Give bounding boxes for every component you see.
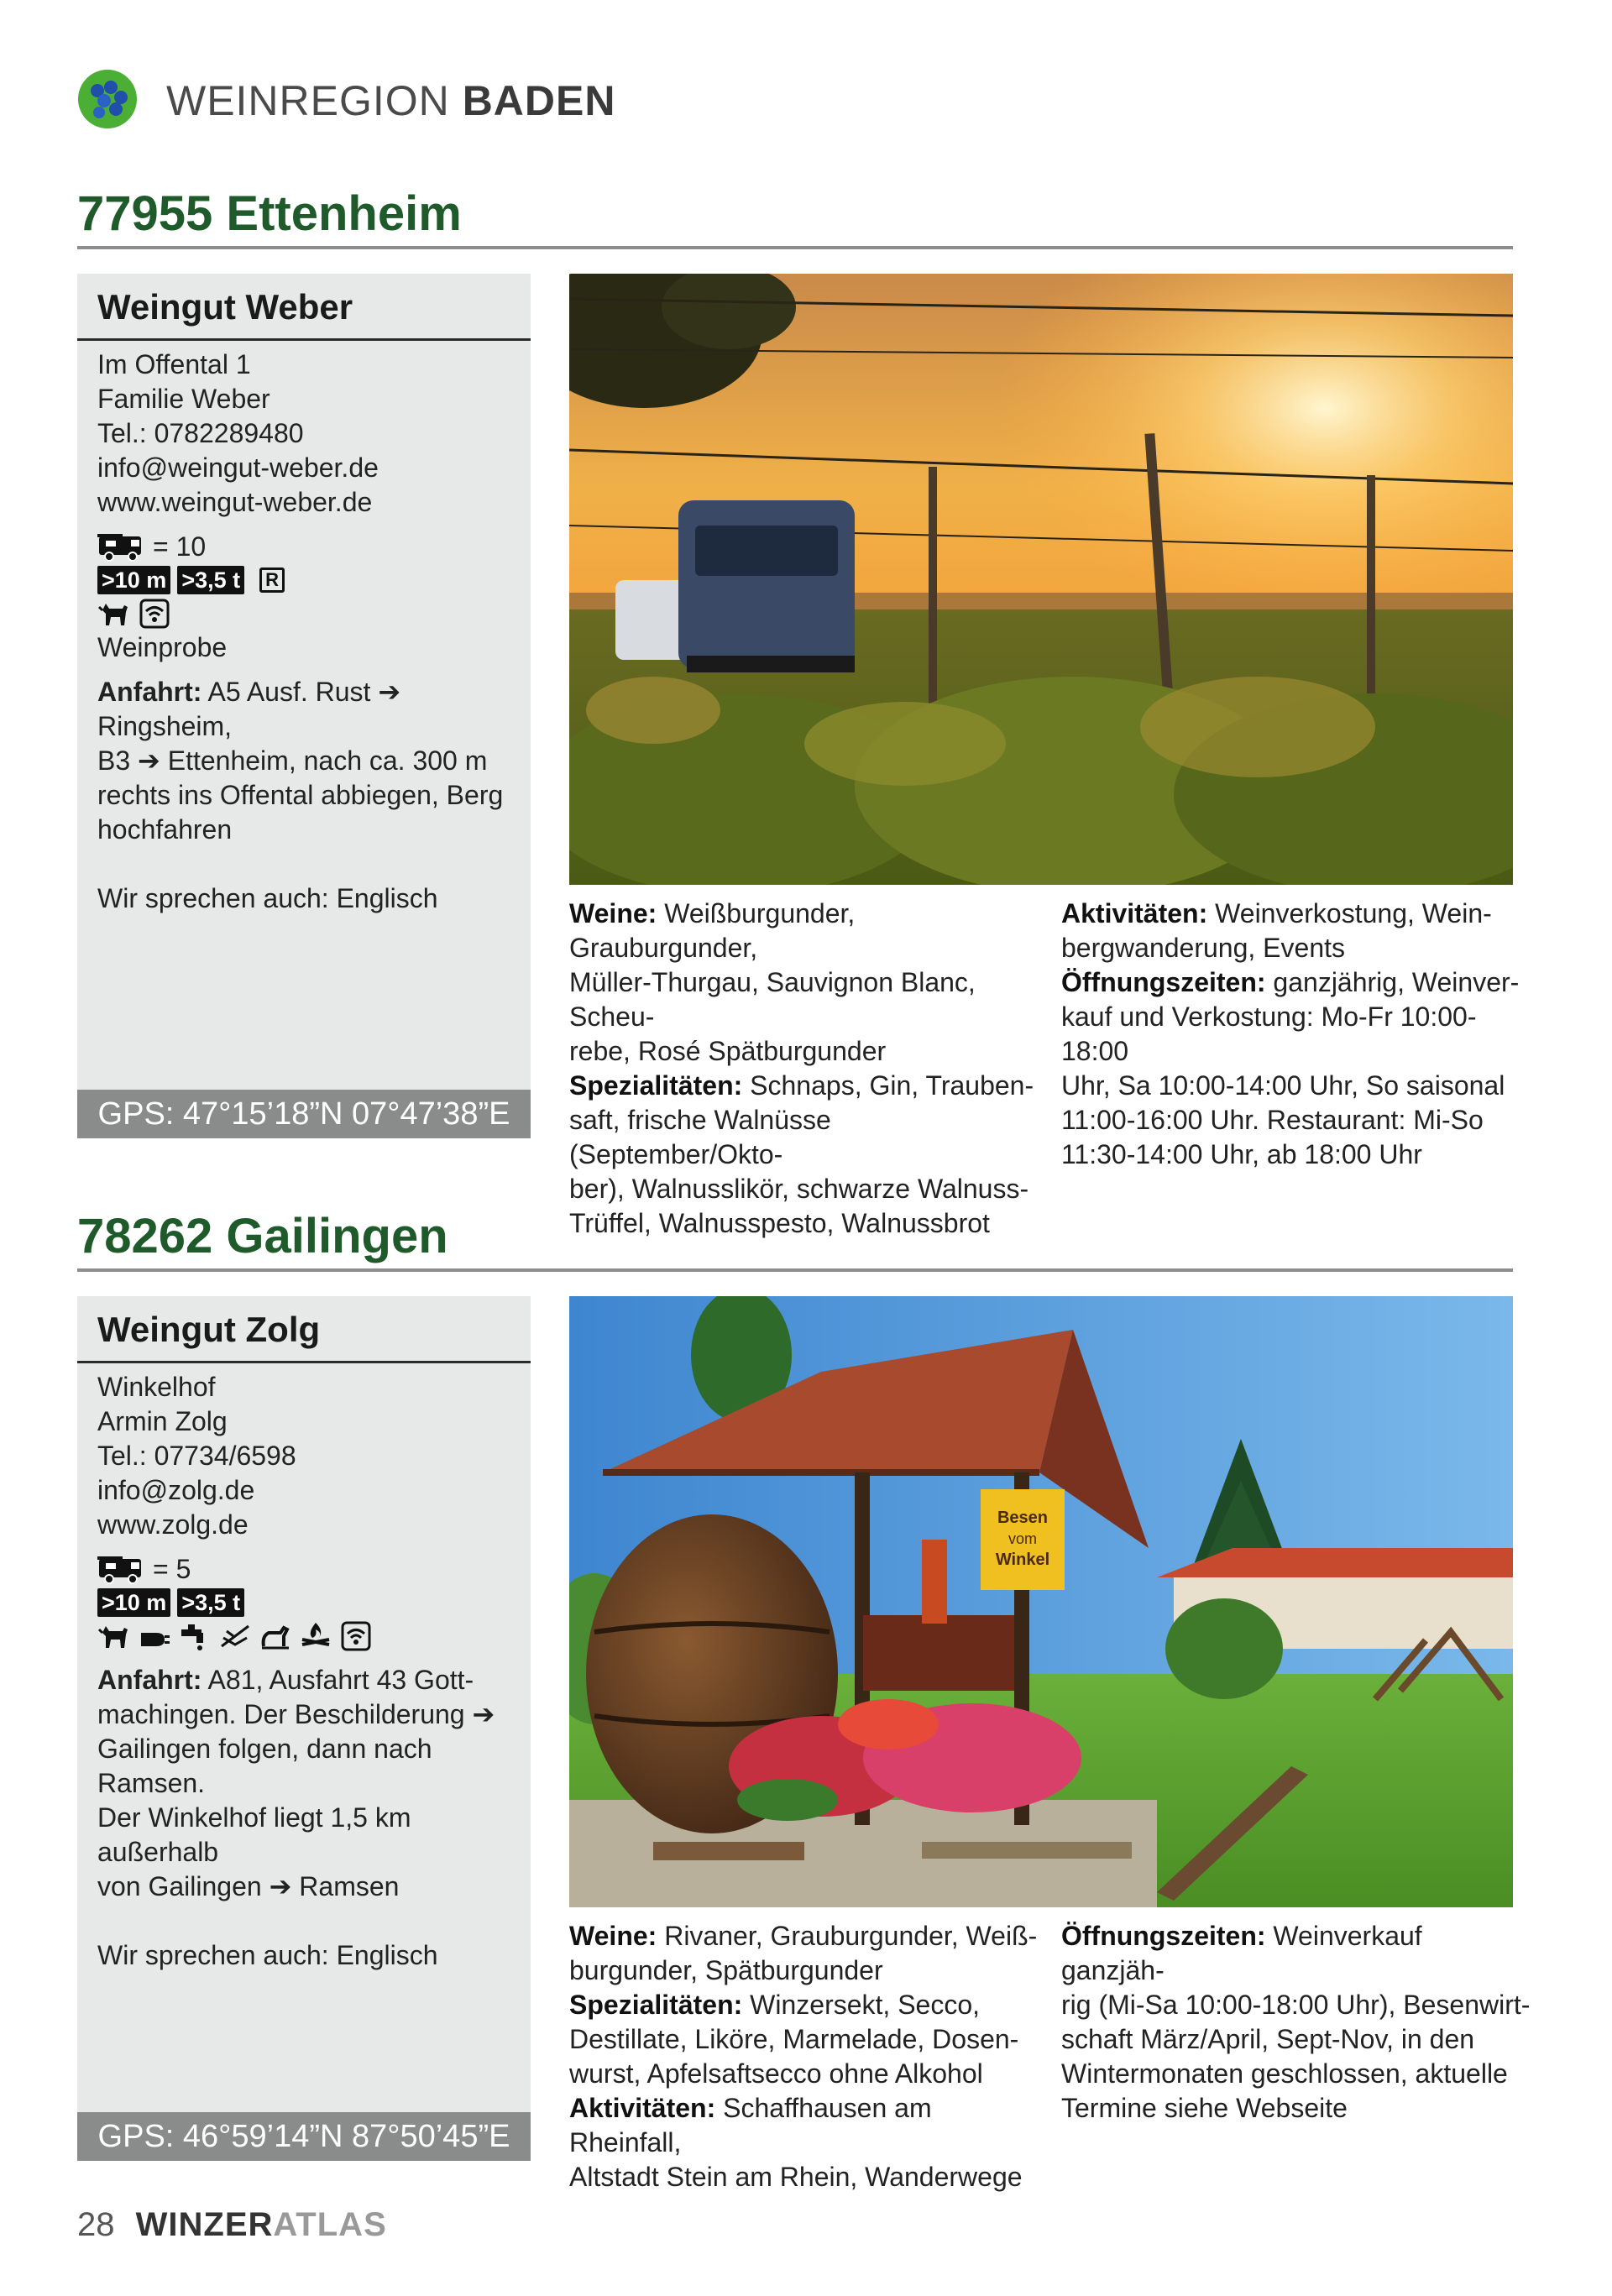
parking-spots	[97, 530, 517, 563]
vehicle-limits	[97, 1586, 517, 1619]
directions-label: Anfahrt:	[97, 677, 202, 707]
opening-hours-column	[1061, 1919, 1531, 2126]
dog-icon	[97, 599, 131, 629]
reservation-badge: R	[259, 567, 285, 593]
opening-hours-paragraph: Öffnungszeiten: ganzjährig, Weinver- kauf und Verkostung: Mo-Fr 10:00-18:00 Uhr, Sa 10:00-14:00 Uhr, So saisonal 11:00-16:00 Uhr. Restaurant: Mi-So 11:30-14:00 Uhr, ab 18:00 Uhr	[1061, 967, 1520, 1169]
gps-coordinates: GPS: 47°15’18”N 07°47’38”E	[77, 1090, 531, 1138]
weight-badge: >3,5 t	[177, 566, 244, 594]
brand-winzer: WINZER	[135, 2206, 274, 2243]
region-name: BADEN	[462, 77, 616, 124]
wines-paragraph: Weine: Rivaner, Grauburgunder, Weiß- burgunder, Spätburgunder	[569, 1921, 1038, 1985]
winery-info-panel-weber	[77, 274, 531, 1138]
section-divider	[77, 1268, 1513, 1272]
length-badge: >10 m	[97, 566, 170, 594]
email-link[interactable]: info@zolg.de	[97, 1475, 255, 1505]
service-offer: Weinprobe	[97, 632, 228, 662]
section-divider	[77, 246, 1513, 249]
address-place: Winkelhof	[97, 1372, 216, 1402]
languages: Wir sprechen auch: Englisch	[97, 1940, 438, 1970]
motorhome-icon	[97, 1554, 146, 1584]
sign-text-2: vom	[1008, 1530, 1038, 1547]
specialties-paragraph: Spezialitäten: Schnaps, Gin, Trauben- saft, frische Walnüsse (September/Okto- ber), Walnusslikör, schwarze Walnuss- Trüffel, Walnusspesto, Walnussbrot	[569, 1070, 1034, 1238]
water-tap-icon	[178, 1621, 212, 1651]
section-title-gailingen: 78262 Gailingen	[77, 1209, 448, 1263]
website-link[interactable]: www.zolg.de	[97, 1509, 249, 1540]
wines-paragraph: Weine: Weißburgunder, Grauburgunder, Müller-Thurgau, Sauvignon Blanc, Scheu- rebe, Rosé Spätburgunder	[569, 898, 976, 1066]
parking-count: = 5	[153, 1553, 191, 1584]
no-sewage-icon	[218, 1621, 252, 1651]
panel-divider	[77, 1361, 531, 1363]
dog-icon	[97, 1621, 131, 1651]
directions: Anfahrt: A81, Ausfahrt 43 Gott- machingen. Der Beschilderung ➔ Gailingen folgen, dann nach Ramsen. Der Winkelhof liegt 1,5 km außerhalb von Gailingen ➔ Ramsen	[97, 1665, 495, 1901]
page-footer	[77, 2206, 387, 2244]
gps-coordinates: GPS: 46°59’14”N 87°50’45”E	[77, 2112, 531, 2161]
languages: Wir sprechen auch: Englisch	[97, 883, 438, 913]
activities-paragraph: Aktivitäten: Schaffhausen am Rheinfall, Altstadt Stein am Rhein, Wanderwege	[569, 2093, 1023, 2192]
wine-info-column	[569, 1919, 1039, 2194]
wifi-icon	[138, 599, 171, 629]
specialties-paragraph: Spezialitäten: Winzersekt, Secco, Destillate, Liköre, Marmelade, Dosen- wurst, Apfelsaftsecco ohne Alkohol	[569, 1990, 1019, 2089]
activities-hours-column	[1061, 897, 1531, 1172]
playground-icon	[259, 1621, 292, 1651]
activities-paragraph: Aktivitäten: Weinverkostung, Wein- bergwanderung, Events	[1061, 898, 1492, 963]
address-owner: Armin Zolg	[97, 1406, 228, 1436]
motorhome-icon	[97, 531, 146, 562]
directions: Anfahrt: A5 Ausf. Rust ➔ Ringsheim, B3 ➔ Ettenheim, nach ca. 300 m rechts ins Offental abbiegen, Berg hochfahren	[97, 677, 504, 845]
amenities	[97, 597, 517, 630]
campfire-icon	[299, 1621, 332, 1651]
wine-info-column	[569, 897, 1039, 1241]
wifi-icon	[339, 1621, 373, 1651]
grape-logo-icon	[77, 69, 138, 129]
phone: Tel.: 0782289480	[97, 418, 304, 448]
phone: Tel.: 07734/6598	[97, 1441, 296, 1471]
opening-hours-paragraph: Öffnungszeiten: Weinverkauf ganzjäh- rig (Mi-Sa 10:00-18:00 Uhr), Besenwirt- schaft März/April, Sept-Nov, in den Wintermonaten geschlossen, aktuelle Termine siehe Webseite	[1061, 1921, 1531, 2123]
winery-details	[97, 348, 517, 916]
parking-count: = 10	[153, 531, 207, 562]
sign-text-3: Winkel	[995, 1551, 1050, 1569]
sign-text-1: Besen	[997, 1509, 1049, 1527]
length-badge: >10 m	[97, 1588, 170, 1617]
winery-name: Weingut Weber	[97, 287, 353, 327]
parking-spots	[97, 1552, 517, 1586]
vehicle-limits	[97, 563, 517, 597]
region-header	[166, 76, 616, 126]
email-link[interactable]: info@weingut-weber.de	[97, 452, 379, 483]
website-link[interactable]: www.weingut-weber.de	[97, 487, 373, 517]
winery-info-panel-zolg	[77, 1296, 531, 2161]
winery-name: Weingut Zolg	[97, 1310, 321, 1349]
section-title-ettenheim: 77955 Ettenheim	[77, 186, 462, 241]
electricity-icon	[138, 1621, 171, 1651]
region-prefix: WEINREGION	[166, 77, 450, 124]
wine-press-shelter-photo	[569, 1296, 1513, 1907]
page-number: 28	[77, 2206, 115, 2243]
winery-details	[97, 1370, 517, 1973]
weight-badge: >3,5 t	[177, 1588, 244, 1617]
address-street: Im Offental 1	[97, 349, 251, 379]
address-owner: Familie Weber	[97, 384, 270, 414]
brand-atlas: ATLAS	[273, 2206, 387, 2243]
amenities	[97, 1619, 517, 1653]
vineyard-sunset-photo	[569, 274, 1513, 885]
directions-label: Anfahrt:	[97, 1665, 202, 1695]
panel-divider	[77, 338, 531, 341]
